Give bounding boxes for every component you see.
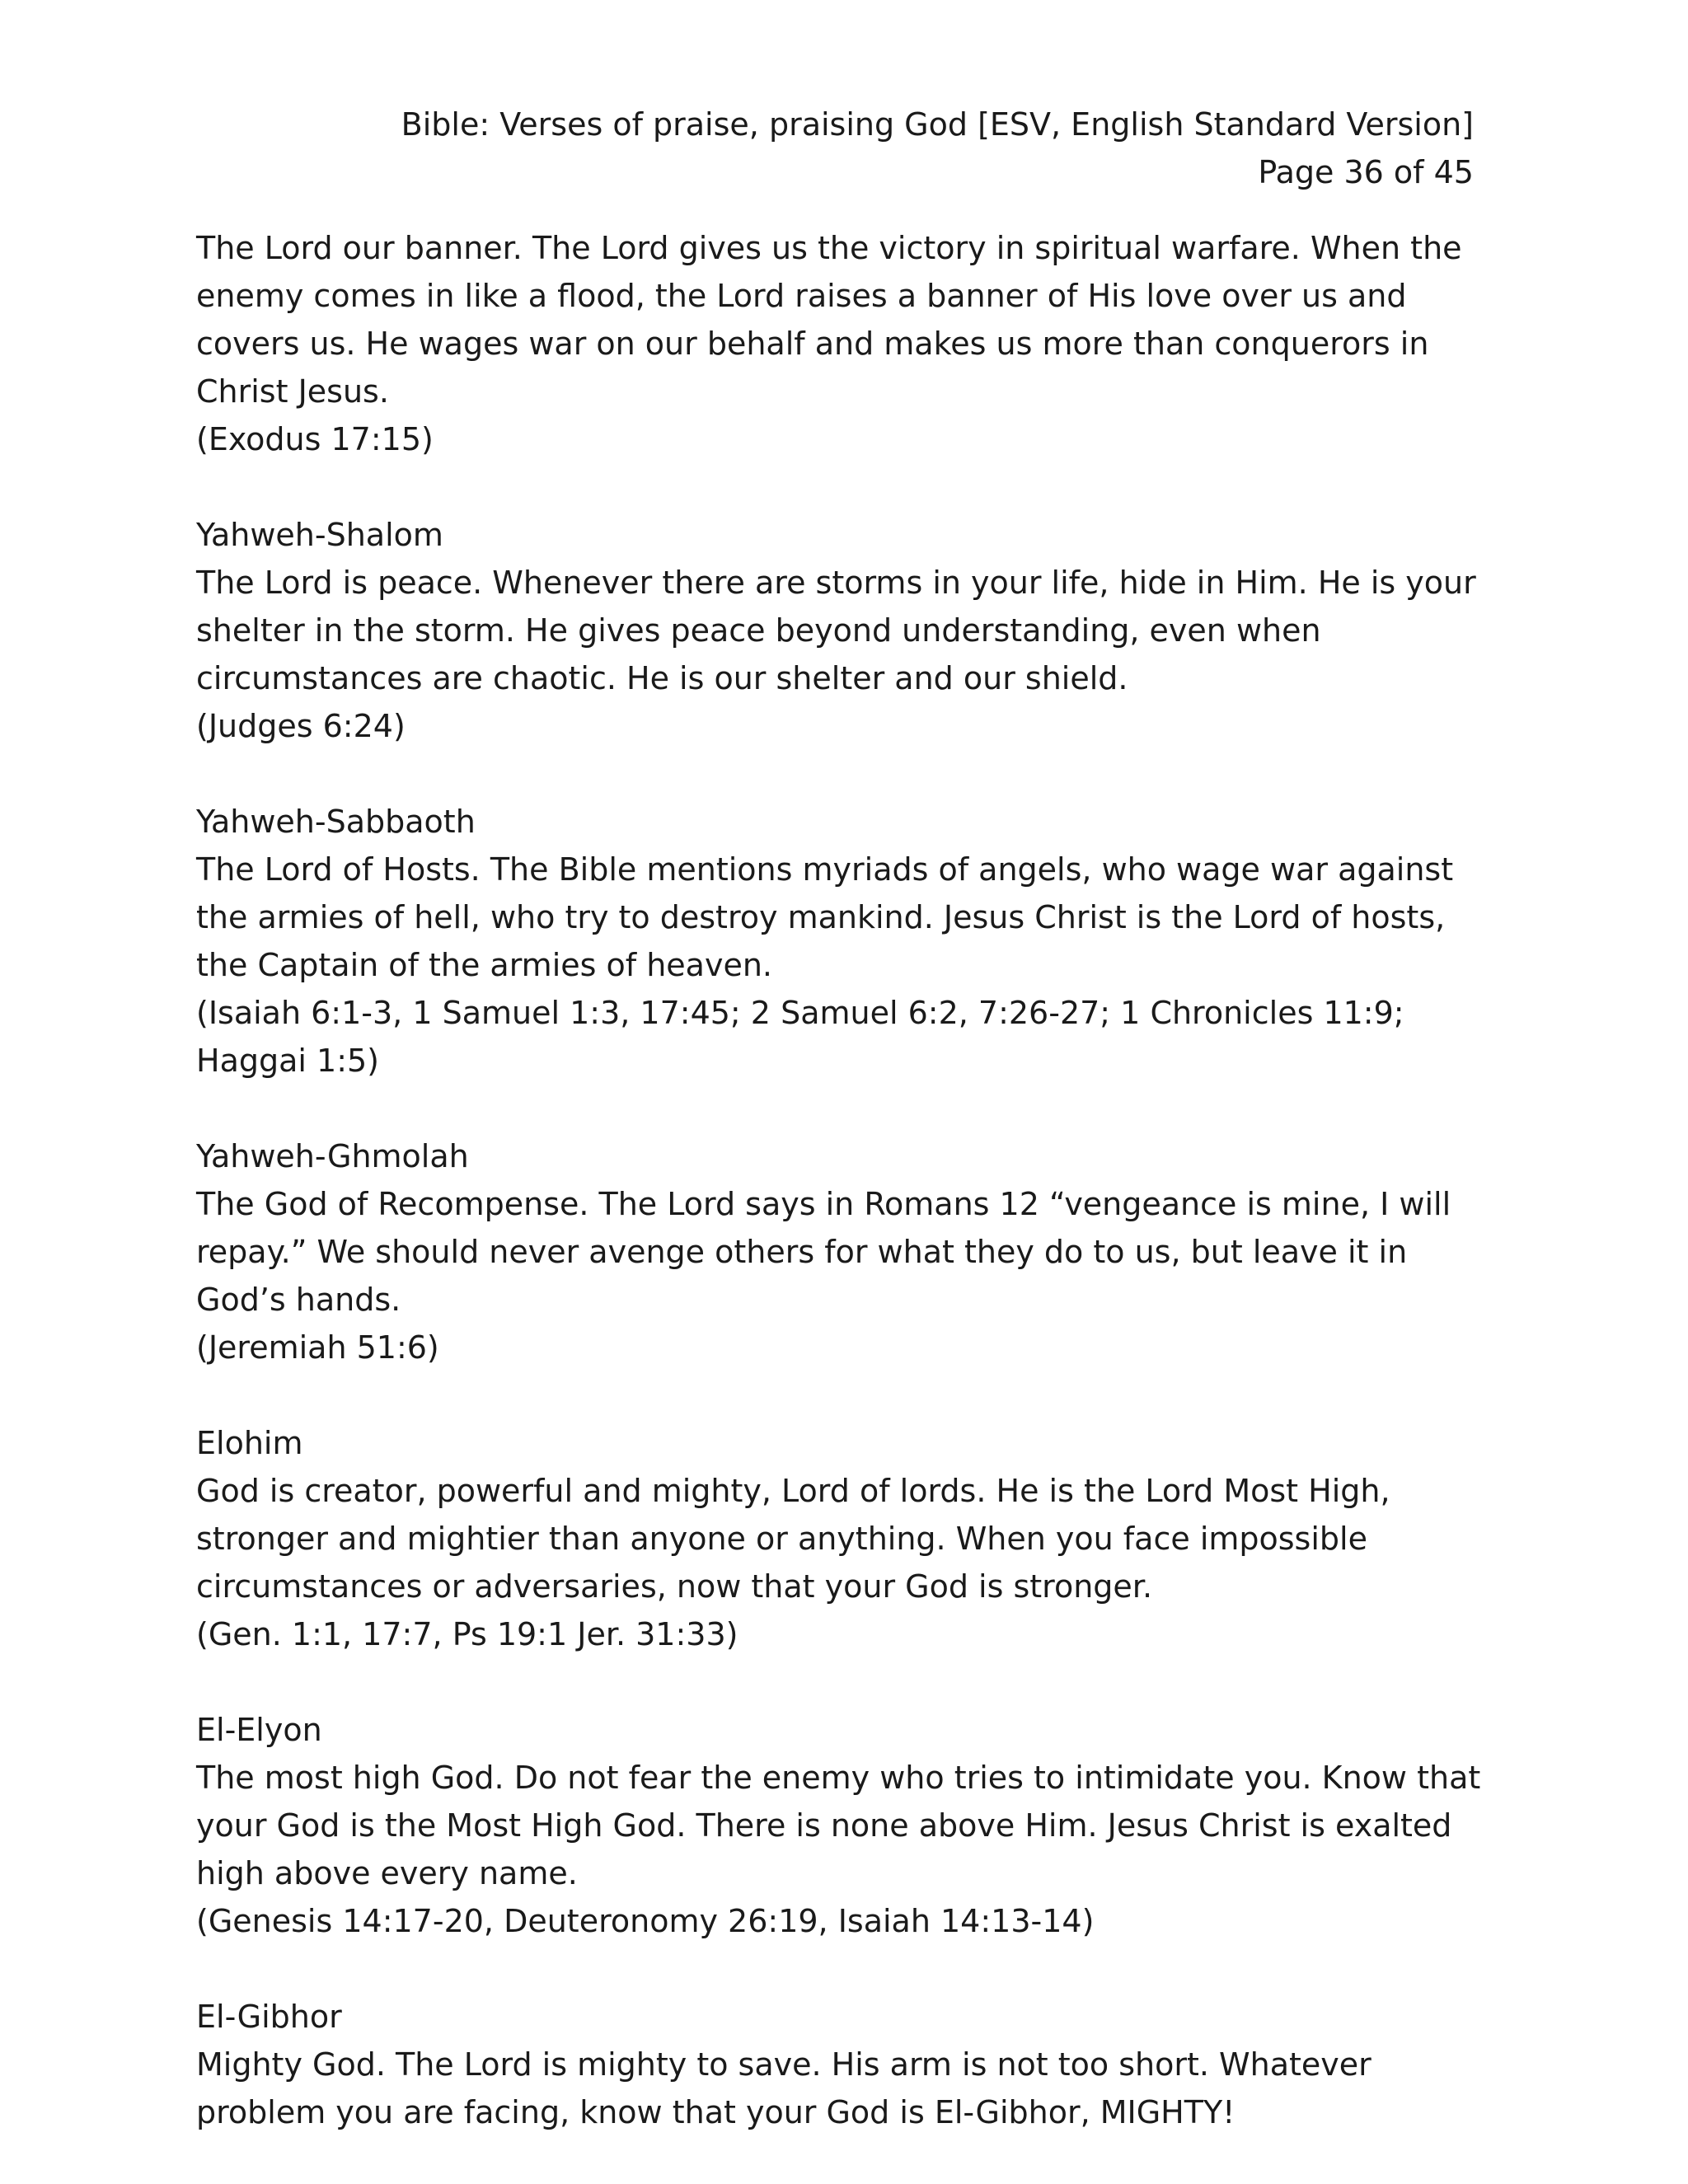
section-yahweh-ghmolah [196, 1132, 1482, 1371]
section-el-gibhor [196, 1993, 1482, 2136]
section-reference: (Judges 6:24) [196, 708, 406, 744]
section-text: The God of Recompense. The Lord says in Romans 12 “vengeance is mine, I will repay.” We should never avenge others for what they do to us, but leave it in God’s hands. [196, 1186, 1451, 1318]
header-title: Bible: Verses of praise, praising God [ESV, English Standard Version] [401, 106, 1474, 143]
section-banner [196, 224, 1482, 463]
section-heading: Elohim [196, 1425, 303, 1461]
section-reference: (Genesis 14:17-20, Deuteronomy 26:19, Isaiah 14:13-14) [196, 1903, 1095, 1939]
page-header [237, 101, 1474, 196]
section-text: Mighty God. The Lord is mighty to save. His arm is not too short. Whatever problem you are facing, know that your God is El-Gibhor, MIGHTY! [196, 2046, 1372, 2130]
section-reference: (Exodus 17:15) [196, 421, 434, 457]
section-text: God is creator, powerful and mighty, Lord of lords. He is the Lord Most High, stronger and mightier than anyone or anything. When you face impossible circumstances or adversaries, now that your God is stronger. [196, 1473, 1390, 1605]
document-body [196, 224, 1482, 2184]
section-heading: Yahweh-Ghmolah [196, 1138, 469, 1174]
section-yahweh-shalom [196, 511, 1482, 750]
section-yahweh-sabbaoth [196, 798, 1482, 1085]
section-el-elyon [196, 1706, 1482, 1945]
section-heading: Yahweh-Shalom [196, 517, 443, 553]
section-text: The Lord of Hosts. The Bible mentions myriads of angels, who wage war against the armies of hell, who try to destroy mankind. Jesus Christ is the Lord of hosts, the Captain of the armies of heaven. [196, 851, 1454, 983]
section-text: The Lord is peace. Whenever there are storms in your life, hide in Him. He is your shelter in the storm. He gives peace beyond understanding, even when circumstances are chaotic. He is our shelter and our shield. [196, 565, 1476, 696]
section-text: The Lord our banner. The Lord gives us the victory in spiritual warfare. When the enemy comes in like a flood, the Lord raises a banner of His love over us and covers us. He wages war on our behalf and makes us more than conquerors in Christ Jesus. [196, 230, 1462, 410]
section-reference: (Gen. 1:1, 17:7, Ps 19:1 Jer. 31:33) [196, 1616, 738, 1652]
section-heading: El-Elyon [196, 1712, 322, 1748]
page-number: Page 36 of 45 [1258, 154, 1474, 190]
section-reference: (Jeremiah 51:6) [196, 1329, 439, 1366]
section-heading: El-Gibhor [196, 1999, 342, 2035]
section-reference: (Isaiah 6:1-3, 1 Samuel 1:3, 17:45; 2 Samuel 6:2, 7:26-27; 1 Chronicles 11:9; Haggai 1:5) [196, 995, 1404, 1079]
section-heading: Yahweh-Sabbaoth [196, 804, 476, 840]
section-text: The most high God. Do not fear the enemy who tries to intimidate you. Know that your God is the Most High God. There is none above Him. Jesus Christ is exalted high above every name. [196, 1760, 1481, 1891]
section-elohim [196, 1419, 1482, 1658]
